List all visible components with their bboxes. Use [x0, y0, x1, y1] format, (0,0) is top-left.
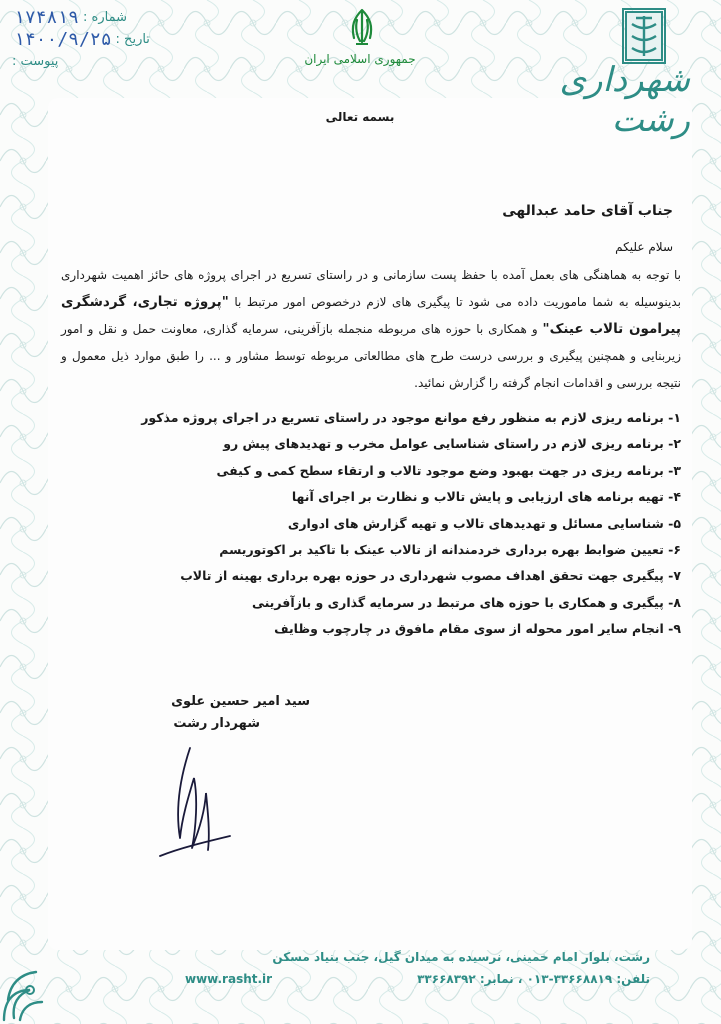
footer-address: رشت، بلوار امام خمینی، نرسیده به میدان گیل، جنب بنیاد مسکن — [272, 950, 650, 964]
task-list — [61, 405, 681, 643]
number-label: شماره : — [83, 9, 128, 25]
list-item: ۴- تهیه برنامه های ارزیابی و پایش تالاب و نظارت بر اجرای آنها — [291, 489, 681, 505]
body-part-2: و همکاری با حوزه های مربوطه منجمله بازآفرینی، سرمایه گذاری، معاونت حمل و نقل و امور زیربنایی و همچنین پیگیری و بررسی درست طرح های مطالعاتی مربوطه توسط مشاور و ... را طبق موارد ذیل معمول و نتیجه بررسی و اقدامات انجام گرفته را گزارش نمائید. — [61, 322, 681, 390]
invocation-text: بسمه تعالی — [325, 110, 395, 124]
list-item: ۱- برنامه ریزی لازم به منظور رفع موانع موجود در راستای تسریع در اجرای پروژه مذکور — [141, 410, 681, 425]
list-item: ۷- پیگیری جهت تحقق اهداف مصوب شهرداری در حوزه بهره برداری بهینه از تالاب — [180, 568, 681, 584]
list-item: ۲- برنامه ریزی لازم در راستای شناسایی عوامل مخرب و تهدیدهای پیش رو — [223, 436, 681, 452]
greeting-text: سلام علیکم — [615, 240, 673, 254]
recipient-salutation: جناب آقای حامد عبدالهی — [502, 203, 673, 219]
list-item: ۶- تعیین ضوابط بهره برداری خردمندانه از تالاب عینک با تاکید بر اکوتوریسم — [219, 541, 681, 557]
emblem-caption: جمهوری اسلامی ایران — [304, 52, 416, 66]
list-item: ۸- پیگیری و همکاری با حوزه های مرتبط در سرمایه گذاری و بازآفرینی — [251, 594, 681, 610]
list-item: ۹- انجام سایر امور محوله از سوی مقام مافوق در چارچوب وظایف — [274, 621, 681, 637]
project-name: "پروژه تجاری، گردشگری پیرامون تالاب عینک" — [61, 294, 681, 337]
iran-emblem-icon — [345, 8, 379, 48]
body-part-1: با توجه به هماهنگی های بعمل آمده با حفظ پست سازمانی و در راستای تسریع در اجرای پروژه های حائز اهمیت شهرداری بدینوسیله به شما ماموریت داده می شود تا پیگیری های لازم درخصوص امور مرتبط با — [61, 268, 681, 309]
signatory-title: شهردار رشت — [173, 716, 260, 731]
date-label: تاریخ : — [115, 31, 150, 47]
list-item: ۳- برنامه ریزی در جهت بهبود وضع موجود تالاب و ارتقاء سطح کمی و کیفی — [216, 462, 681, 478]
footer-phone: تلفن: ۳۳۶۶۸۸۱۹-۰۱۳ ، نمابر: ۳۳۶۶۸۳۹۲ — [417, 972, 650, 986]
footer-website: www.rasht.ir — [185, 972, 273, 986]
attachment-label: پیوست : — [12, 53, 59, 69]
signatory-name: سید امیر حسین علوی — [171, 694, 310, 709]
corner-ornament-icon — [0, 960, 60, 1024]
letter-reference-block — [8, 6, 178, 72]
handwritten-signature — [150, 738, 240, 868]
municipality-title: شهرداری رشت — [559, 60, 690, 140]
date-value: ۱۴۰۰/۹/۲۵ — [14, 28, 112, 50]
municipality-logo-icon — [622, 8, 666, 64]
letter-body — [61, 262, 681, 397]
list-item: ۵- شناسایی مسائل و تهدیدهای تالاب و تهیه گزارش های ادواری — [287, 515, 681, 531]
number-value: ۱۷۴۸۱۹ — [14, 6, 80, 28]
